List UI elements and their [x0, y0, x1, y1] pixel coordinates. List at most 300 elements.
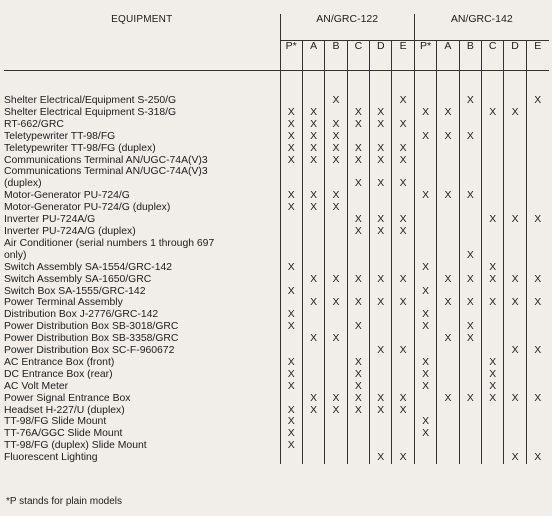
- mark-cell: [370, 452, 392, 464]
- mark: X: [534, 273, 542, 285]
- mark: [415, 405, 436, 417]
- mark-cell: [280, 262, 302, 274]
- mark-cell: [437, 274, 459, 286]
- mark: [437, 416, 458, 428]
- mark-cell: [414, 309, 436, 321]
- mark-cell: [437, 309, 459, 321]
- mark-cell: [414, 452, 436, 464]
- mark-cell: [280, 393, 302, 405]
- mark: [482, 345, 503, 357]
- equipment-name-line: TT-98/FG (duplex) Slide Mount: [4, 440, 147, 452]
- mark-cell: [392, 416, 414, 428]
- equipment-name: [4, 381, 280, 393]
- mark-cell: [459, 274, 481, 286]
- model-subheader: D: [504, 41, 526, 71]
- mark-cell: [325, 381, 347, 393]
- mark-cell: [280, 166, 302, 190]
- mark-cell: [280, 297, 302, 309]
- mark-cell: [325, 369, 347, 381]
- mark: [437, 345, 458, 357]
- mark-cell: [414, 440, 436, 452]
- mark-cell: [370, 333, 392, 345]
- mark-cell: [526, 131, 548, 143]
- mark: [527, 155, 549, 167]
- mark: X: [310, 297, 318, 309]
- mark-cell: [302, 357, 324, 369]
- mark: X: [310, 392, 318, 404]
- mark: [303, 428, 324, 440]
- mark-cell: [347, 369, 369, 381]
- mark-cell: [280, 381, 302, 393]
- mark: X: [489, 356, 497, 368]
- mark-cell: [347, 119, 369, 131]
- table-row: [4, 262, 549, 274]
- table-row: [4, 202, 549, 214]
- table-row: [4, 155, 549, 167]
- mark: [527, 369, 549, 381]
- mark: [392, 202, 413, 214]
- mark: X: [466, 321, 474, 333]
- mark: X: [287, 416, 295, 428]
- mark: [325, 345, 346, 357]
- mark-cell: [482, 452, 504, 464]
- mark: X: [489, 106, 497, 118]
- mark: X: [489, 261, 497, 273]
- mark-cell: [280, 202, 302, 214]
- mark-cell: [280, 143, 302, 155]
- mark-cell: [482, 143, 504, 155]
- mark: [460, 357, 481, 369]
- mark: [460, 286, 481, 298]
- mark: [504, 250, 525, 262]
- mark-cell: [437, 369, 459, 381]
- mark: X: [310, 106, 318, 118]
- mark: [504, 202, 525, 214]
- mark-cell: [347, 333, 369, 345]
- mark-cell: [325, 440, 347, 452]
- mark: [482, 250, 503, 262]
- mark-cell: [482, 369, 504, 381]
- mark-cell: [302, 309, 324, 321]
- table-row: [4, 333, 549, 345]
- mark: X: [377, 118, 385, 130]
- mark: X: [310, 118, 318, 130]
- mark-cell: [325, 416, 347, 428]
- mark-cell: [482, 274, 504, 286]
- mark: X: [466, 130, 474, 142]
- equipment-name-line: Power Distribution Box SB-3018/GRC: [4, 321, 179, 333]
- mark-cell: [302, 214, 324, 226]
- mark-cell: [526, 405, 548, 417]
- mark-cell: [392, 440, 414, 452]
- equipment-name: [4, 214, 280, 226]
- mark: [415, 440, 436, 452]
- mark-cell: [370, 405, 392, 417]
- mark-cell: [370, 357, 392, 369]
- table-row: [4, 405, 549, 417]
- mark: [303, 262, 324, 274]
- mark-cell: [325, 333, 347, 345]
- mark-cell: [370, 166, 392, 190]
- mark: [527, 333, 549, 345]
- mark-cell: [370, 119, 392, 131]
- equipment-name-line: Motor-Generator PU-724/G: [4, 190, 130, 202]
- spacer: [370, 238, 391, 250]
- equipment-name-line: Headset H-227/U (duplex): [4, 404, 125, 416]
- spacer: [415, 166, 436, 178]
- mark: [527, 119, 549, 131]
- equipment-name-line: Switch Assembly SA-1650/GRC: [4, 273, 152, 285]
- mark-cell: [482, 202, 504, 214]
- mark-cell: [482, 416, 504, 428]
- mark-cell: [302, 190, 324, 202]
- table-row: [4, 428, 549, 440]
- mark-cell: [347, 321, 369, 333]
- mark: [482, 416, 503, 428]
- mark: [460, 428, 481, 440]
- equipment-name-line: Distribution Box J-2776/GRC-142: [4, 309, 159, 321]
- equipment-name-line: Inverter PU-724A/G: [4, 214, 96, 226]
- table-row: [4, 381, 549, 393]
- mark: [370, 381, 391, 393]
- mark-cell: [504, 190, 526, 202]
- mark: X: [354, 392, 362, 404]
- mark: X: [422, 309, 429, 321]
- mark-cell: [526, 155, 548, 167]
- mark-cell: [437, 416, 459, 428]
- mark-cell: [302, 416, 324, 428]
- mark: X: [511, 273, 519, 285]
- mark-cell: [302, 107, 324, 119]
- mark-cell: [504, 119, 526, 131]
- mark: [437, 178, 458, 190]
- mark: [348, 262, 369, 274]
- mark: [415, 202, 436, 214]
- mark: [325, 321, 346, 333]
- mark-cell: [280, 155, 302, 167]
- mark: [482, 440, 503, 452]
- mark: [504, 131, 525, 143]
- mark: X: [422, 416, 429, 428]
- mark: X: [444, 273, 452, 285]
- mark-cell: [347, 309, 369, 321]
- model-subheader: C: [347, 41, 369, 71]
- mark: [504, 178, 525, 190]
- equipment-name: [4, 416, 280, 428]
- mark-cell: [347, 428, 369, 440]
- mark-cell: [325, 131, 347, 143]
- mark-cell: [347, 262, 369, 274]
- mark: [392, 357, 413, 369]
- mark: [303, 321, 324, 333]
- mark: X: [399, 154, 407, 166]
- mark: X: [354, 321, 362, 333]
- mark-cell: [437, 262, 459, 274]
- mark: [504, 95, 525, 107]
- mark-cell: [370, 321, 392, 333]
- table-row: [4, 297, 549, 309]
- mark-cell: [280, 405, 302, 417]
- mark: [437, 119, 458, 131]
- equipment-name-line: AC Volt Meter: [4, 380, 69, 392]
- mark: X: [377, 345, 385, 357]
- mark: [370, 202, 391, 214]
- spacer: [303, 166, 324, 178]
- mark: [281, 274, 302, 286]
- mark: [415, 250, 436, 262]
- mark-cell: [482, 345, 504, 357]
- mark: X: [287, 130, 295, 142]
- mark-cell: [302, 262, 324, 274]
- mark: [281, 345, 302, 357]
- mark-cell: [437, 440, 459, 452]
- equipment-name-line: Fluorescent Lighting: [4, 452, 98, 464]
- mark: X: [354, 273, 362, 285]
- mark: [437, 214, 458, 226]
- mark-cell: [302, 321, 324, 333]
- mark: X: [399, 178, 407, 190]
- mark: [504, 416, 525, 428]
- mark: X: [466, 392, 474, 404]
- mark: [437, 381, 458, 393]
- mark-cell: [482, 166, 504, 190]
- mark: [437, 262, 458, 274]
- mark: [392, 381, 413, 393]
- mark-cell: [414, 166, 436, 190]
- mark-cell: [392, 143, 414, 155]
- equipment-name: [4, 428, 280, 440]
- spacer: [437, 166, 458, 178]
- mark: X: [466, 297, 474, 309]
- table-row: [4, 274, 549, 286]
- mark-cell: [459, 107, 481, 119]
- mark: [392, 286, 413, 298]
- mark-cell: [280, 238, 302, 262]
- mark-cell: [347, 155, 369, 167]
- mark-cell: [325, 357, 347, 369]
- mark-cell: [347, 107, 369, 119]
- mark-cell: [437, 381, 459, 393]
- mark: [370, 95, 391, 107]
- mark-cell: [482, 238, 504, 262]
- mark: [415, 297, 436, 309]
- mark: [504, 405, 525, 417]
- mark: [482, 131, 503, 143]
- mark-cell: [526, 416, 548, 428]
- equipment-name: [4, 393, 280, 405]
- mark: X: [332, 190, 340, 202]
- mark-cell: [347, 405, 369, 417]
- mark-cell: [370, 309, 392, 321]
- mark-cell: [504, 143, 526, 155]
- mark-cell: [437, 166, 459, 190]
- mark-cell: [459, 238, 481, 262]
- mark-cell: [280, 440, 302, 452]
- mark-cell: [392, 202, 414, 214]
- mark-cell: [347, 131, 369, 143]
- mark: X: [511, 214, 519, 226]
- mark: [437, 452, 458, 464]
- mark-cell: [302, 369, 324, 381]
- mark-cell: [347, 143, 369, 155]
- mark: X: [399, 118, 407, 130]
- mark: X: [534, 345, 542, 357]
- mark: X: [287, 261, 295, 273]
- mark-cell: [280, 107, 302, 119]
- mark-cell: [370, 155, 392, 167]
- mark-cell: [280, 119, 302, 131]
- mark-cell: [347, 452, 369, 464]
- group-header-grc-122: AN/GRC-122: [280, 14, 414, 41]
- mark: X: [511, 106, 519, 118]
- mark-cell: [347, 393, 369, 405]
- mark: [527, 286, 549, 298]
- table-row: [4, 143, 549, 155]
- mark-cell: [302, 333, 324, 345]
- mark: X: [332, 202, 340, 214]
- mark: X: [354, 142, 362, 154]
- mark-cell: [370, 440, 392, 452]
- group-header-grc-142: AN/GRC-142: [414, 14, 548, 41]
- mark: X: [399, 404, 407, 416]
- mark: X: [310, 273, 318, 285]
- mark-cell: [504, 214, 526, 226]
- mark-cell: [504, 452, 526, 464]
- mark: [303, 309, 324, 321]
- table-row: [4, 119, 549, 131]
- mark-cell: [459, 155, 481, 167]
- mark: X: [287, 154, 295, 166]
- mark-cell: [370, 214, 392, 226]
- mark: [348, 95, 369, 107]
- mark-cell: [504, 297, 526, 309]
- mark: [460, 440, 481, 452]
- mark-cell: [482, 190, 504, 202]
- mark: [460, 119, 481, 131]
- mark: [392, 262, 413, 274]
- mark-cell: [347, 274, 369, 286]
- mark: [482, 321, 503, 333]
- mark: [482, 178, 503, 190]
- spacer: [392, 238, 413, 250]
- mark: [437, 321, 458, 333]
- mark: [348, 286, 369, 298]
- mark-cell: [325, 345, 347, 357]
- equipment-name-line: Shelter Electrical/Equipment S-250/G: [4, 95, 177, 106]
- mark-cell: [482, 155, 504, 167]
- mark-cell: [414, 155, 436, 167]
- mark: X: [377, 106, 385, 118]
- mark: X: [354, 178, 362, 190]
- mark-cell: [526, 440, 548, 452]
- mark: [415, 95, 436, 107]
- mark-cell: [504, 155, 526, 167]
- mark: [325, 452, 346, 464]
- mark: [303, 416, 324, 428]
- mark-cell: [526, 238, 548, 262]
- mark: [325, 107, 346, 119]
- mark-cell: [459, 321, 481, 333]
- mark: X: [511, 297, 519, 309]
- mark: [281, 393, 302, 405]
- mark: X: [332, 297, 340, 309]
- mark: [415, 333, 436, 345]
- mark-cell: [392, 214, 414, 226]
- mark-cell: [482, 119, 504, 131]
- mark-cell: [347, 238, 369, 262]
- mark-cell: [392, 155, 414, 167]
- mark-cell: [504, 345, 526, 357]
- mark-cell: [504, 226, 526, 238]
- mark-cell: [526, 274, 548, 286]
- mark-cell: [370, 107, 392, 119]
- mark-cell: [280, 345, 302, 357]
- mark: [460, 178, 481, 190]
- equipment-name: [4, 440, 280, 452]
- equipment-name-line: Motor-Generator PU-724/G (duplex): [4, 202, 171, 214]
- mark-cell: [414, 131, 436, 143]
- mark: X: [444, 106, 452, 118]
- mark: [370, 321, 391, 333]
- mark-cell: [459, 333, 481, 345]
- mark: X: [444, 130, 452, 142]
- mark-cell: [280, 357, 302, 369]
- mark-cell: [504, 393, 526, 405]
- mark: [504, 155, 525, 167]
- mark: [437, 202, 458, 214]
- mark-cell: [302, 202, 324, 214]
- mark: [504, 440, 525, 452]
- mark-cell: [526, 369, 548, 381]
- mark-cell: [459, 369, 481, 381]
- mark: X: [332, 142, 340, 154]
- mark: X: [287, 309, 295, 321]
- mark: [348, 440, 369, 452]
- mark: [504, 286, 525, 298]
- mark-cell: [370, 131, 392, 143]
- mark: [527, 107, 549, 119]
- mark-cell: [482, 381, 504, 393]
- mark: X: [310, 142, 318, 154]
- mark-cell: [437, 286, 459, 298]
- mark-cell: [482, 131, 504, 143]
- mark-cell: [437, 190, 459, 202]
- mark-cell: [437, 71, 459, 107]
- mark: [370, 250, 391, 262]
- mark: [437, 250, 458, 262]
- mark: X: [354, 106, 362, 118]
- equipment-name: [4, 286, 280, 298]
- mark: [348, 190, 369, 202]
- mark: X: [310, 130, 318, 142]
- mark-cell: [526, 143, 548, 155]
- mark: X: [422, 321, 429, 333]
- mark-cell: [459, 214, 481, 226]
- mark-cell: [370, 369, 392, 381]
- mark-cell: [459, 416, 481, 428]
- mark-cell: [302, 274, 324, 286]
- mark-cell: [437, 321, 459, 333]
- mark-cell: [414, 345, 436, 357]
- mark: [348, 333, 369, 345]
- mark-cell: [347, 226, 369, 238]
- mark-cell: [370, 428, 392, 440]
- mark-cell: [526, 166, 548, 190]
- mark: [504, 143, 525, 155]
- mark-cell: [459, 119, 481, 131]
- mark-cell: [392, 333, 414, 345]
- mark: [392, 333, 413, 345]
